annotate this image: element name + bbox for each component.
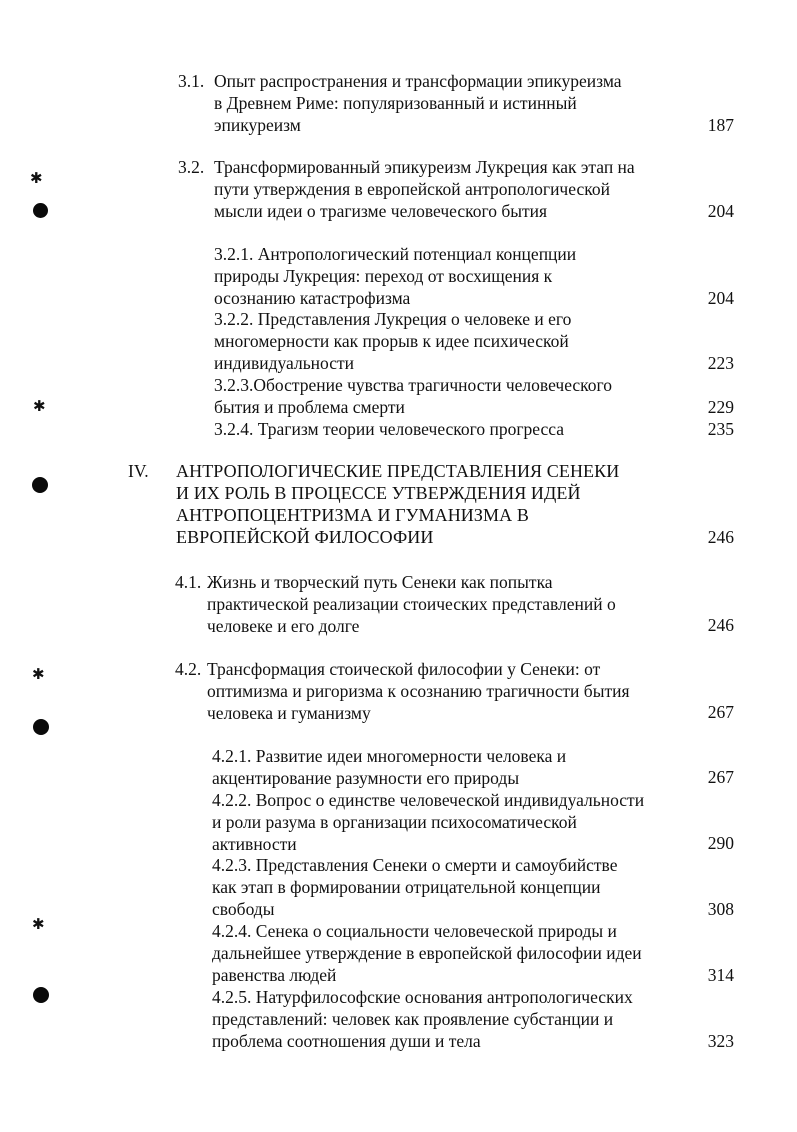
- binder-mark: ✱: [32, 917, 45, 933]
- toc-entry-line: равенства людей: [212, 965, 337, 985]
- binder-mark: ✱: [33, 399, 46, 415]
- toc-chapter-number: IV.: [128, 461, 149, 481]
- toc-entry-line: Трансформация стоической философии у Сенеки: от: [207, 659, 601, 679]
- toc-page-number: 235: [707, 419, 734, 439]
- toc-number: 3.2.: [178, 157, 205, 177]
- toc-page-number: 204: [707, 201, 734, 221]
- toc-page-number: 246: [707, 615, 734, 635]
- toc-entry-line: Жизнь и творческий путь Сенеки как попытка: [207, 572, 553, 592]
- binder-hole: [32, 477, 48, 493]
- toc-entry-line: индивидуальности: [214, 353, 355, 373]
- toc-entry-line: природы Лукреция: переход от восхищения к: [214, 266, 553, 286]
- toc-chapter-line: ЕВРОПЕЙСКОЙ ФИЛОСОФИИ: [176, 527, 434, 547]
- toc-entry-line: оптимизма и ригоризма к осознанию трагичности бытия: [207, 681, 630, 701]
- toc-entry-line: проблема соотношения души и тела: [212, 1031, 481, 1051]
- toc-entry-line: 4.2.1. Развитие идеи многомерности человека и: [212, 746, 567, 766]
- toc-page-number: 308: [707, 899, 734, 919]
- toc-entry-line: 4.2.4. Сенека о социальности человеческой природы и: [212, 921, 617, 941]
- toc-entry-line: осознанию катастрофизма: [214, 288, 411, 308]
- binder-mark: ✱: [32, 667, 45, 683]
- toc-page-number: 267: [707, 767, 734, 787]
- toc-page-number: 290: [707, 833, 734, 853]
- toc-page-number: 223: [707, 353, 734, 373]
- toc-entry-line: 3.2.2. Представления Лукреция о человеке и его: [214, 309, 572, 329]
- binder-hole: [33, 719, 49, 735]
- toc-entry-line: акцентирование разумности его природы: [212, 768, 520, 788]
- binder-mark: ✱: [30, 171, 43, 187]
- toc-entry-line: дальнейшее утверждение в европейской философии идеи: [212, 943, 642, 963]
- toc-page-number: 246: [707, 527, 734, 547]
- toc-entry-line: 3.2.3.Обострение чувства трагичности человеческого: [214, 375, 613, 395]
- toc-chapter-line: АНТРОПОЦЕНТРИЗМА И ГУМАНИЗМА В: [176, 505, 529, 525]
- toc-entry-line: свободы: [212, 899, 275, 919]
- toc-number: 3.1.: [178, 71, 205, 91]
- toc-entry-line: в Древнем Риме: популяризованный и истинный: [214, 93, 577, 113]
- toc-entry-line: активности: [212, 834, 297, 854]
- toc-entry-line: человеке и его долге: [207, 616, 360, 636]
- toc-entry-line: бытия и проблема смерти: [214, 397, 405, 417]
- toc-entry-line: 3.2.1. Антропологический потенциал концепции: [214, 244, 577, 264]
- toc-entry-line: практической реализации стоических представлений о: [207, 594, 616, 614]
- toc-entry-line: 3.2.4. Трагизм теории человеческого прогресса: [214, 419, 565, 439]
- toc-entry-line: эпикуреизм: [214, 115, 301, 135]
- toc-number: 4.2.: [175, 659, 202, 679]
- toc-number: 4.1.: [175, 572, 202, 592]
- toc-page-number: 187: [707, 115, 734, 135]
- toc-page-number: 314: [707, 965, 734, 985]
- toc-entry-line: 4.2.3. Представления Сенеки о смерти и самоубийстве: [212, 855, 618, 875]
- toc-entry-line: Трансформированный эпикуреизм Лукреция как этап на: [214, 157, 635, 177]
- toc-entry-line: человека и гуманизму: [207, 703, 371, 723]
- toc-page-number: 204: [707, 288, 734, 308]
- binder-hole: [33, 203, 48, 218]
- toc-entry-line: и роли разума в организации психосоматической: [212, 812, 577, 832]
- toc-entry-line: многомерности как прорыв к идее психической: [214, 331, 569, 351]
- toc-entry-line: 4.2.2. Вопрос о единстве человеческой индивидуальности: [212, 790, 645, 810]
- binder-hole: [33, 987, 49, 1003]
- toc-entry-line: мысли идеи о трагизме человеческого бытия: [214, 201, 548, 221]
- toc-page-number: 229: [707, 397, 734, 417]
- toc-entry-line: Опыт распространения и трансформации эпикуреизма: [214, 71, 622, 91]
- toc-chapter-line: АНТРОПОЛОГИЧЕСКИЕ ПРЕДСТАВЛЕНИЯ СЕНЕКИ: [176, 461, 620, 481]
- toc-entry-line: представлений: человек как проявление субстанции и: [212, 1009, 614, 1029]
- toc-page-number: 267: [707, 702, 734, 722]
- toc-entry-line: пути утверждения в европейской антропологической: [214, 179, 610, 199]
- toc-page-number: 323: [707, 1031, 734, 1051]
- toc-entry-line: как этап в формировании отрицательной концепции: [212, 877, 601, 897]
- toc-chapter-line: И ИХ РОЛЬ В ПРОЦЕССЕ УТВЕРЖДЕНИЯ ИДЕЙ: [176, 483, 581, 503]
- toc-entry-line: 4.2.5. Натурфилософские основания антропологических: [212, 987, 633, 1007]
